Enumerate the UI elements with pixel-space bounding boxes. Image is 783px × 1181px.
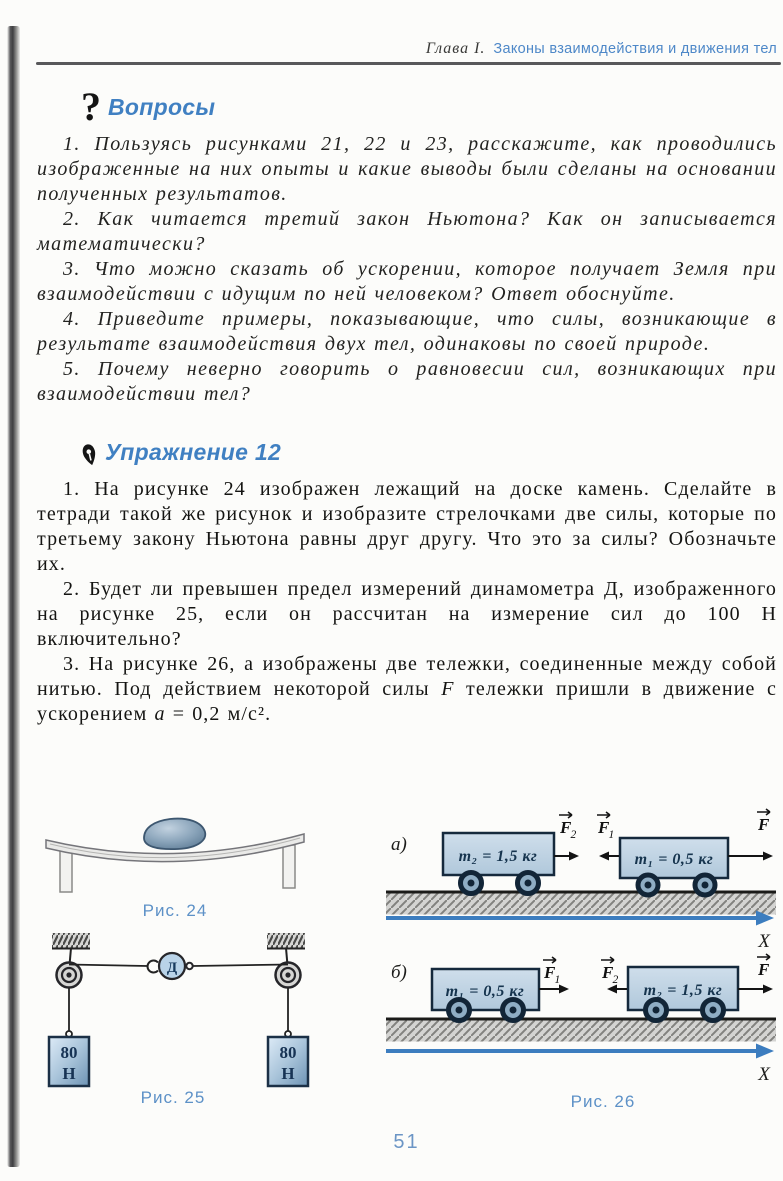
force-f1-b-symbol: F [544,963,556,982]
cart-a-left [443,833,554,894]
questions-heading [81,84,777,129]
force-f1-a-sub: 1 [608,829,615,841]
pen-nib-glyph [81,442,98,467]
force-arrow-f1-a [597,812,619,861]
force-f2-b-symbol: F [602,963,614,982]
question-item-5 [37,357,777,407]
cart-a-left-label: m₂ = 1,5 кг [458,848,538,865]
figure-25-caption: Рис. 25 [140,1088,206,1107]
figure-26-panel-b [386,954,776,1085]
book-spine-shadow [7,26,20,1167]
question-text: 4. Приведите примеры, показывающие, что силы, возникающие в результате взаимодействия двух тел, одинаковы по своей природе. [37,308,777,355]
figure-26-panel-a [386,809,776,952]
exercise-item-3 [37,652,777,727]
cart-b-right-label: m₂ = 1,5 кг [643,982,723,999]
figure-25-dynamometer [38,925,338,1090]
weight-left-unit: Н [62,1064,76,1083]
exercise-text: 3. На рисунке 26, а изображены две тележки, соединенные между собой нитью. Под действием некоторой силы [37,653,777,700]
exercise-text: тележки пришли в движение с ускорением [37,678,777,725]
question-item-1 [37,132,777,207]
figure-24-stone-on-board [40,788,365,900]
stone [144,819,205,850]
figure-26-carts [383,788,781,1088]
question-mark-icon: ? [81,84,101,129]
exercise-text: = 0,2 м/с². [165,703,272,725]
force-f1-a-symbol: F [598,818,610,837]
cart-b-left-label: m₁ = 0,5 кг [445,983,525,1000]
exercise-item-2 [37,577,777,652]
question-item-4 [37,307,777,357]
chapter-title: Законы взаимодействия и движения тел [493,41,777,57]
ceiling-mount-left [52,933,90,948]
pen-nib-icon [81,442,98,467]
figure-24-caption: Рис. 24 [142,901,208,920]
x-axis-a-label: X [758,931,770,952]
acceleration-symbol-inline: a [154,703,166,725]
force-arrow-f2-a [554,812,579,861]
dynamometer-ring [186,963,192,969]
pulley-right [276,963,301,988]
exercise-heading-label: Упражнение 12 [105,439,282,465]
pulley-left [57,963,82,988]
cart-a-right-label: m₁ = 0,5 кг [634,851,714,868]
chapter-label: Глава I. [425,40,486,57]
force-f2-a-symbol: F [560,818,572,837]
force-arrow-f1-b [539,957,569,994]
weight-right-value: 80 [279,1043,297,1062]
force-f1-b-sub: 1 [554,974,561,986]
cart-b-left [432,969,539,1021]
questions-heading-label: Вопросы [108,94,216,120]
question-text: 1. Пользуясь рисунками 21, 22 и 23, расскажите, как проводились изображенные на них опыты и какие выводы были сделаны на основании полученных результатов. [37,133,777,205]
running-header [38,40,777,58]
figure-26-caption: Рис. 26 [570,1092,636,1111]
panel-b-tag: б) [391,962,407,983]
rope-horizontal-right [193,965,288,967]
page-content [37,70,777,727]
question-text: 2. Как читается третий закон Ньютона? Как он записывается математически? [37,208,777,255]
force-f2-a-sub: 2 [570,829,577,841]
x-axis-a [386,911,774,953]
dynamometer-hook [148,961,158,973]
weight-right [268,1037,308,1086]
question-item-3 [37,257,777,307]
weight-right-unit: Н [281,1064,295,1083]
ground-b [386,1021,776,1042]
x-axis-b [386,1044,774,1086]
x-axis-b-label: X [758,1064,770,1085]
dynamometer-label: Д [166,960,178,976]
ceiling-mount-right [267,933,305,948]
rope-horizontal-left [69,965,148,967]
cart-b-right [628,967,738,1021]
force-f-b-symbol: F [758,960,770,979]
support-leg-right [283,845,295,888]
force-arrow-f-b [738,954,773,994]
exercise-item-1 [37,477,777,577]
force-arrow-f2-b [601,957,627,994]
force-f2-b-sub: 2 [612,974,619,986]
ground-a [386,894,776,915]
exercise-text: 2. Будет ли превышен предел измерений динамометра Д, изображенного на рисунке 25, если он рассчитан на измерение сил до 100 Н включительно? [37,578,777,650]
force-symbol-inline: F [441,678,455,700]
force-f-a-symbol: F [758,815,770,834]
cart-a-right [620,838,728,895]
support-leg-left [60,850,72,892]
question-text: 3. Что можно сказать об ускорении, которое получает Земля при взаимодействии с идущим по ней человеком? Ответ обоснуйте. [37,258,777,305]
weight-left-value: 80 [60,1043,78,1062]
header-rule [36,62,781,65]
question-text: 5. Почему неверно говорить о равновесии сил, возникающих при взаимодействии тел? [37,358,777,405]
page-number: 51 [393,1131,420,1153]
force-arrow-f-a [728,809,773,861]
question-item-2 [37,207,777,257]
weight-left [49,1037,89,1086]
exercise-text: 1. На рисунке 24 изображен лежащий на доске камень. Сделайте в тетради такой же рисунок и изобразите стрелочками две силы, которые по третьему закону Ньютона равны друг другу. Что это за силы? Обозначьте их. [37,478,777,575]
exercise-heading [81,431,777,467]
panel-a-tag: а) [391,834,407,855]
